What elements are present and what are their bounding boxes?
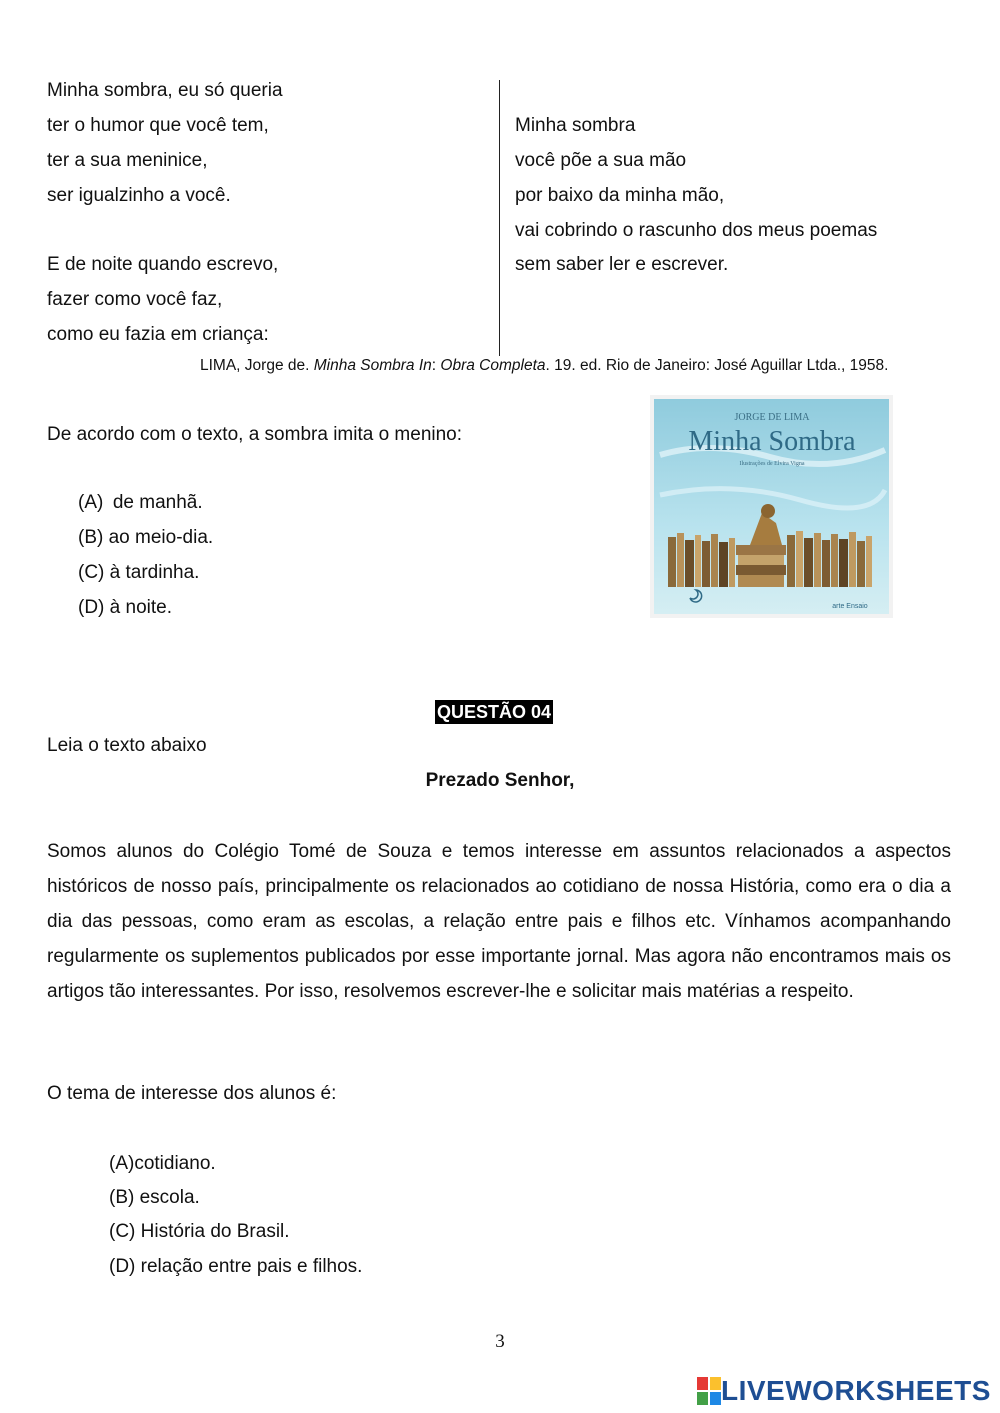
question4-badge: QUESTÃO 04 xyxy=(437,702,552,722)
poem-citation xyxy=(200,357,888,375)
poem-line: fazer como você faz, xyxy=(47,289,223,310)
cover-publisher: arte Ensaio xyxy=(832,603,868,610)
question3-option-d[interactable]: (D) à noite. xyxy=(78,597,172,618)
poem-line: como eu fazia em criança: xyxy=(47,324,269,345)
letter-body: Somos alunos do Colégio Tomé de Souza e temos interesse em assuntos relacionados a aspectos históricos de nosso país, principalmente os relacionados ao cotidiano de nossa História, como era o dia a dia das pessoas, como eram as escolas, a relação entre pais e filhos etc. Vínhamos acompanhando regularmente os suplementos publicados por esse importante jornal. Mas agora não encontramos mais os artigos tão interessantes. Por isso, resolvemos escrever-lhe e solicitar mais matérias a respeito. xyxy=(47,841,951,1002)
poem-line: ter a sua meninice, xyxy=(47,150,208,171)
poem-line: por baixo da minha mão, xyxy=(515,185,725,206)
cover-subtitle: Ilustrações de Elvira Vigna xyxy=(739,461,805,467)
question4-instruction: Leia o texto abaixo xyxy=(47,735,207,756)
column-divider xyxy=(499,80,500,356)
poem-line: você põe a sua mão xyxy=(515,150,687,171)
question4-option-d[interactable]: (D) relação entre pais e filhos. xyxy=(109,1256,363,1277)
cover-title: Minha Sombra xyxy=(688,426,856,457)
poem-line: ser igualzinho a você. xyxy=(47,185,231,206)
question3-option-c[interactable]: (C) à tardinha. xyxy=(78,562,200,583)
letter-heading: Prezado Senhor, xyxy=(425,770,575,791)
question4-option-a[interactable]: (A)cotidiano. xyxy=(109,1153,216,1174)
question3-option-a[interactable]: (A) de manhã. xyxy=(78,492,203,513)
citation-prefix: LIMA, Jorge de. xyxy=(200,357,314,374)
page-number: 3 xyxy=(495,1331,505,1352)
book-cover-image xyxy=(650,395,893,618)
citation-title: Minha Sombra In xyxy=(313,357,432,374)
question4-option-c[interactable]: (C) História do Brasil. xyxy=(109,1221,290,1242)
liveworksheets-logo-text: LIVEWORKSHEETS xyxy=(721,1375,991,1406)
question4-option-b[interactable]: (B) escola. xyxy=(109,1187,200,1208)
citation-work: Obra Completa xyxy=(440,357,546,374)
poem-line: sem saber ler e escrever. xyxy=(515,254,729,275)
citation-suffix: . 19. ed. Rio de Janeiro: José Aguillar Ltda., 1958. xyxy=(545,357,889,374)
liveworksheets-logo[interactable] xyxy=(697,1376,991,1406)
question3-prompt: De acordo com o texto, a sombra imita o menino: xyxy=(47,424,463,445)
poem-line: E de noite quando escrevo, xyxy=(47,254,279,275)
cover-author: JORGE DE LIMA xyxy=(734,412,810,423)
liveworksheets-logo-icon xyxy=(697,1377,721,1405)
poem-line: vai cobrindo o rascunho dos meus poemas xyxy=(515,220,878,241)
poem-line: Minha sombra, eu só queria xyxy=(47,80,283,101)
question4-prompt: O tema de interesse dos alunos é: xyxy=(47,1083,337,1104)
poem-line: Minha sombra xyxy=(515,115,636,136)
poem-line: ter o humor que você tem, xyxy=(47,115,269,136)
citation-sep: : xyxy=(431,357,441,374)
question3-option-b[interactable]: (B) ao meio-dia. xyxy=(78,527,214,548)
